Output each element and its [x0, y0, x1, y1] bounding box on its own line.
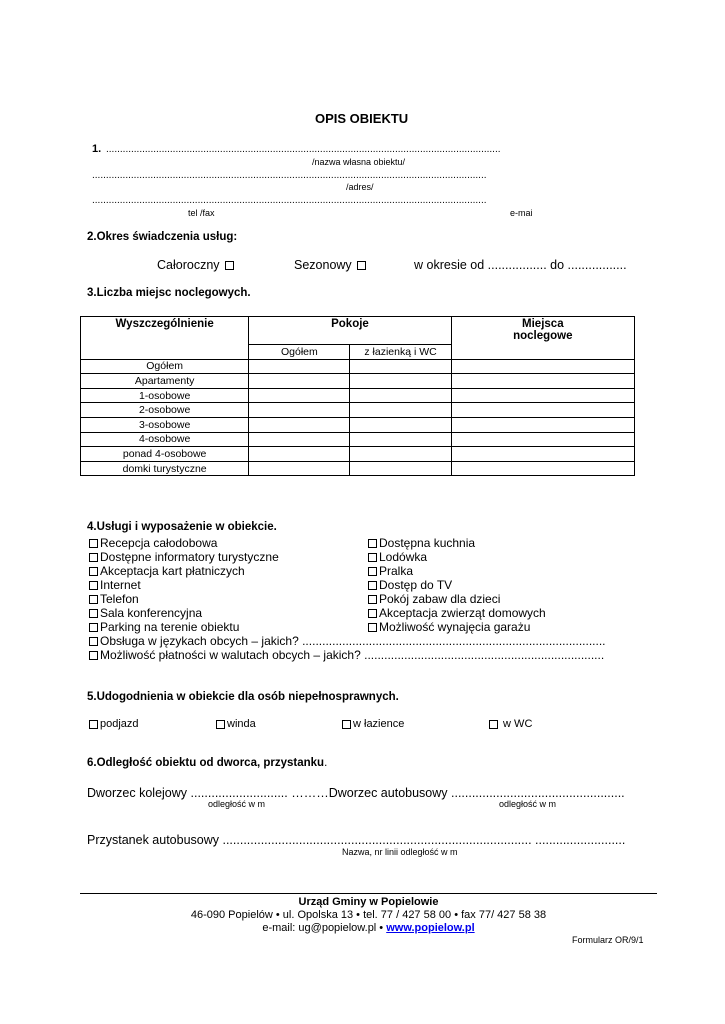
name-field-dots[interactable]: ..............................................................................................................................................	[106, 144, 501, 155]
cell-bathroom[interactable]	[350, 417, 451, 432]
row-label: 4-osobowe	[81, 432, 249, 447]
amenity-label: Dostępne informatory turystyczne	[100, 550, 279, 564]
cell-beds[interactable]	[451, 388, 634, 403]
table-row	[81, 432, 635, 447]
amenity-label: Pralka	[379, 564, 414, 578]
cell-bathroom[interactable]	[350, 403, 451, 418]
form-id: Formularz OR/9/1	[572, 935, 644, 945]
amenity-item[interactable]	[87, 606, 202, 620]
cell-bathroom[interactable]	[350, 359, 451, 374]
bus-station-distance-caption: odległość w m	[499, 799, 557, 809]
amenity-item[interactable]	[87, 592, 139, 606]
amenity-label: Akceptacja zwierząt domowych	[379, 606, 546, 620]
accessibility-bathroom[interactable]	[340, 718, 404, 730]
header-rooms: Pokoje	[249, 317, 451, 345]
bus-stop-field[interactable]: Przystanek autobusowy ......................................................................................... ..........................	[87, 833, 626, 847]
checkbox-icon[interactable]	[489, 720, 498, 729]
cell-total[interactable]	[249, 374, 350, 389]
amenity-label: Obsługa w językach obcych – jakich? ...........................................................................................	[100, 634, 606, 648]
header-beds-line1: Miejsca	[522, 318, 564, 330]
table-row	[81, 388, 635, 403]
cell-beds[interactable]	[451, 403, 634, 418]
amenity-item[interactable]	[87, 564, 245, 578]
checkbox-icon[interactable]	[368, 595, 377, 604]
section6-heading-dot: .	[324, 757, 328, 769]
cell-bathroom[interactable]	[350, 388, 451, 403]
header-category: Wyszczególnienie	[81, 317, 249, 360]
amenity-label: Możliwość płatności w walutach obcych – jakich? ........................................................................	[100, 648, 605, 662]
railway-distance-caption: odległość w m	[208, 799, 266, 809]
amenity-item[interactable]	[366, 606, 546, 620]
checkbox-icon[interactable]	[89, 651, 98, 660]
amenity-label: Parking na terenie obiektu	[100, 620, 240, 634]
cell-bathroom[interactable]	[350, 374, 451, 389]
cell-total[interactable]	[249, 388, 350, 403]
accessibility-ramp[interactable]	[87, 718, 139, 730]
amenity-item[interactable]	[87, 620, 239, 634]
amenity-item[interactable]	[366, 536, 475, 550]
row-label: domki turystyczne	[81, 461, 249, 476]
table-row	[81, 417, 635, 432]
table-row	[81, 461, 635, 476]
row-label: Apartamenty	[81, 374, 249, 389]
checkbox-icon[interactable]	[89, 720, 98, 729]
option-seasonal[interactable]	[294, 258, 368, 272]
section6-heading-text: 6.Odległość obiektu od dworca, przystanku	[87, 757, 325, 769]
address-field-dots[interactable]: ..............................................................................................................................................	[92, 170, 487, 181]
option-year-round[interactable]	[157, 258, 236, 272]
amenity-label: Dostęp do TV	[379, 578, 453, 592]
name-caption: /nazwa własna obiektu/	[312, 157, 406, 167]
cell-bathroom[interactable]	[350, 447, 451, 462]
footer-office: Urząd Gminy w Popielowie	[298, 896, 439, 908]
bus-stop-caption: Nazwa, nr linii odległość w m	[342, 847, 458, 857]
checkbox-icon[interactable]	[89, 609, 98, 618]
cell-beds[interactable]	[451, 417, 634, 432]
subheader-total: Ogółem	[249, 345, 350, 360]
checkbox-icon[interactable]	[89, 553, 98, 562]
checkbox-icon[interactable]	[89, 637, 98, 646]
amenity-label: Lodówka	[379, 550, 428, 564]
amenity-label: Sala konferencyjna	[100, 606, 203, 620]
row-label: 3-osobowe	[81, 417, 249, 432]
table-row	[81, 359, 635, 374]
accessibility-label: podjazd	[100, 718, 139, 730]
amenity-currencies[interactable]	[87, 648, 604, 662]
footer-contact	[80, 922, 657, 934]
section5-heading: 5.Udogodnienia w obiekcie dla osób niepełnosprawnych.	[87, 691, 399, 703]
email-caption: e-mai	[510, 208, 533, 218]
cell-bathroom[interactable]	[350, 461, 451, 476]
cell-beds[interactable]	[451, 432, 634, 447]
row-label: 2-osobowe	[81, 403, 249, 418]
cell-beds[interactable]	[451, 447, 634, 462]
checkbox-icon[interactable]	[89, 567, 98, 576]
footer-divider	[80, 893, 657, 894]
footer-address: 46-090 Popielów • ul. Opolska 13 • tel. 77 / 427 58 00 • fax 77/ 427 58 38	[190, 909, 547, 921]
section6-heading	[87, 757, 327, 769]
cell-total[interactable]	[249, 403, 350, 418]
checkbox-icon[interactable]	[89, 581, 98, 590]
cell-total[interactable]	[249, 461, 350, 476]
checkbox-icon[interactable]	[368, 553, 377, 562]
row-label: Ogółem	[81, 359, 249, 374]
row-label: 1-osobowe	[81, 388, 249, 403]
checkbox-icon[interactable]	[368, 581, 377, 590]
accessibility-wc[interactable]	[487, 718, 532, 730]
checkbox-icon[interactable]	[368, 609, 377, 618]
row-label: ponad 4-osobowe	[81, 447, 249, 462]
footer-email: e-mail: ug@popielow.pl •	[262, 922, 387, 934]
cell-total[interactable]	[249, 417, 350, 432]
option-label: Sezonowy	[294, 258, 352, 272]
amenity-item[interactable]	[366, 564, 413, 578]
cell-beds[interactable]	[451, 359, 634, 374]
amenity-item[interactable]	[366, 620, 530, 634]
amenity-label: Możliwość wynajęcia garażu	[379, 620, 531, 634]
cell-beds[interactable]	[451, 374, 634, 389]
checkbox-icon[interactable]	[368, 539, 377, 548]
accommodation-table	[80, 316, 635, 476]
amenity-label: Internet	[100, 578, 141, 592]
tel-fax-caption: tel /fax	[188, 208, 215, 218]
amenity-label: Akceptacja kart płatniczych	[100, 564, 245, 578]
amenity-label: Dostępna kuchnia	[379, 536, 476, 550]
subheader-with-bathroom: z łazienką i WC	[350, 345, 451, 360]
amenity-label: Recepcja całodobowa	[100, 536, 218, 550]
accessibility-label: w łazience	[353, 718, 405, 730]
amenity-item[interactable]	[87, 550, 279, 564]
cell-total[interactable]	[249, 432, 350, 447]
section2-heading: 2.Okres świadczenia usług:	[87, 231, 238, 243]
accessibility-elevator[interactable]	[214, 718, 256, 730]
amenity-label: Telefon	[100, 592, 139, 606]
address-caption: /adres/	[346, 182, 374, 192]
checkbox-icon[interactable]	[225, 261, 234, 270]
header-beds	[451, 317, 634, 360]
amenity-item[interactable]	[366, 550, 427, 564]
checkbox-icon[interactable]	[342, 720, 351, 729]
header-beds-line2: noclegowe	[513, 330, 573, 342]
page-title: OPIS OBIEKTU	[315, 111, 409, 126]
amenity-item[interactable]	[366, 578, 452, 592]
amenity-item[interactable]	[366, 592, 500, 606]
field-number: 1.	[92, 143, 102, 155]
cell-bathroom[interactable]	[350, 432, 451, 447]
cell-total[interactable]	[249, 359, 350, 374]
checkbox-icon[interactable]	[89, 595, 98, 604]
accessibility-label: winda	[227, 718, 256, 730]
amenity-item[interactable]	[87, 578, 141, 592]
table-row	[81, 374, 635, 389]
checkbox-icon[interactable]	[368, 567, 377, 576]
checkbox-icon[interactable]	[357, 261, 366, 270]
amenity-languages[interactable]	[87, 634, 606, 648]
cell-beds[interactable]	[451, 461, 634, 476]
amenity-item[interactable]	[87, 536, 217, 550]
option-label: Całoroczny	[157, 258, 220, 272]
checkbox-icon[interactable]	[89, 539, 98, 548]
amenity-label: Pokój zabaw dla dzieci	[379, 592, 501, 606]
checkbox-icon[interactable]	[368, 623, 377, 632]
footer-website-link[interactable]: www.popielow.pl	[386, 922, 475, 934]
table-row	[81, 447, 635, 462]
table-row	[81, 403, 635, 418]
cell-total[interactable]	[249, 447, 350, 462]
station-distance-field[interactable]: Dworzec kolejowy ............................ ………Dworzec autobusowy ..................................................	[87, 786, 625, 800]
contact-field-dots[interactable]: ..............................................................................................................................................	[92, 195, 487, 206]
checkbox-icon[interactable]	[216, 720, 225, 729]
section4-heading: 4.Usługi i wyposażenie w obiekcie.	[87, 521, 277, 533]
accessibility-label: w WC	[500, 718, 533, 730]
section3-heading: 3.Liczba miejsc noclegowych.	[87, 287, 251, 299]
season-period-field[interactable]: w okresie od ................. do .................	[414, 258, 627, 272]
checkbox-icon[interactable]	[89, 623, 98, 632]
